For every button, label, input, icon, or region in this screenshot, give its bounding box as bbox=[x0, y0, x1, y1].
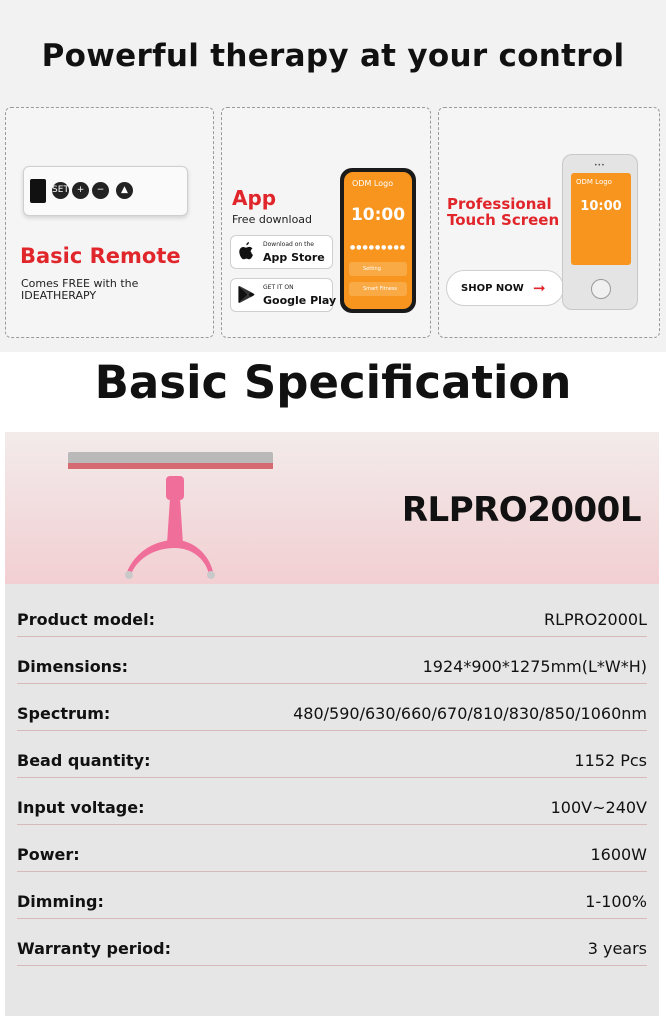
remote-card bbox=[5, 107, 214, 338]
device-speaker: ••• bbox=[594, 162, 605, 169]
touch-device bbox=[562, 154, 638, 310]
spec-title: Basic Specification bbox=[94, 356, 572, 409]
spec-row bbox=[17, 684, 647, 731]
spec-row bbox=[17, 637, 647, 684]
app-title: App bbox=[232, 186, 277, 210]
app-store-button[interactable] bbox=[230, 235, 333, 269]
spec-key: Dimensions: bbox=[17, 657, 128, 676]
spec-value: 3 years bbox=[587, 939, 647, 958]
google-play-icon bbox=[238, 285, 255, 309]
section-title: Powerful therapy at your control bbox=[41, 38, 625, 74]
remote-display bbox=[30, 179, 46, 203]
app-card bbox=[221, 107, 431, 338]
device-home-button bbox=[591, 279, 611, 299]
spec-row bbox=[17, 872, 647, 919]
device-logo-text: ODM Logo bbox=[576, 178, 612, 186]
product-image bbox=[65, 432, 295, 584]
remote-subtitle: Comes FREE with the IDEATHERAPY bbox=[21, 277, 139, 302]
phone-dots: ●●●●●●●●● bbox=[350, 244, 407, 251]
app-subtitle: Free download bbox=[232, 213, 313, 226]
spec-value: RLPRO2000L bbox=[543, 610, 647, 629]
spec-key: Warranty period: bbox=[17, 939, 172, 958]
device-time: 10:00 bbox=[580, 199, 622, 214]
control-section bbox=[0, 0, 666, 352]
touch-screen-card bbox=[438, 107, 660, 338]
google-play-label: Google Play bbox=[263, 294, 337, 307]
spec-value: 480/590/630/660/670/810/830/850/1060nm bbox=[293, 704, 647, 723]
shop-now-button[interactable] bbox=[446, 270, 564, 306]
google-play-button[interactable] bbox=[230, 278, 337, 312]
spec-row bbox=[17, 590, 647, 637]
spec-row bbox=[17, 731, 647, 778]
remote-plus-button: + bbox=[72, 182, 89, 199]
phone-mockup bbox=[340, 168, 416, 313]
spec-key: Product model: bbox=[17, 610, 156, 629]
remote-set-button: SET bbox=[52, 182, 69, 199]
phone-row-setting: Setting bbox=[349, 262, 407, 276]
device-screen bbox=[571, 173, 631, 265]
spec-key: Spectrum: bbox=[17, 704, 111, 723]
spec-value: 1924*900*1275mm(L*W*H) bbox=[422, 657, 647, 676]
phone-screen bbox=[344, 172, 412, 309]
spec-key: Power: bbox=[17, 845, 80, 864]
app-store-label: App Store bbox=[263, 251, 325, 264]
spec-row bbox=[17, 825, 647, 872]
app-store-caption: Download on the bbox=[263, 241, 314, 248]
product-banner bbox=[5, 432, 659, 584]
spec-value: 1-100% bbox=[585, 892, 647, 911]
phone-logo-text: ODM Logo bbox=[352, 179, 394, 188]
phone-time: 10:00 bbox=[350, 205, 406, 225]
google-play-caption: GET IT ON bbox=[263, 284, 294, 291]
shop-now-label: SHOP NOW bbox=[461, 283, 524, 294]
spec-key: Input voltage: bbox=[17, 798, 145, 817]
remote-image bbox=[23, 166, 188, 216]
spec-row bbox=[17, 919, 647, 966]
arrow-right-icon: ➞ bbox=[533, 279, 546, 297]
remote-title: Basic Remote bbox=[20, 244, 181, 268]
spec-value: 1600W bbox=[590, 845, 647, 864]
apple-icon bbox=[238, 242, 254, 266]
spec-key: Bead quantity: bbox=[17, 751, 151, 770]
banner-model-name: RLPRO2000L bbox=[401, 490, 641, 530]
phone-row-fitness: Smart Fitness bbox=[349, 282, 407, 296]
spec-value: 1152 Pcs bbox=[574, 751, 647, 770]
remote-power-button: ▲ bbox=[116, 182, 133, 199]
spec-row bbox=[17, 778, 647, 825]
spec-key: Dimming: bbox=[17, 892, 104, 911]
spec-value: 100V~240V bbox=[550, 798, 647, 817]
touch-screen-title: Professional Touch Screen bbox=[447, 195, 560, 229]
spec-table bbox=[5, 584, 659, 1016]
remote-minus-button: − bbox=[92, 182, 109, 199]
